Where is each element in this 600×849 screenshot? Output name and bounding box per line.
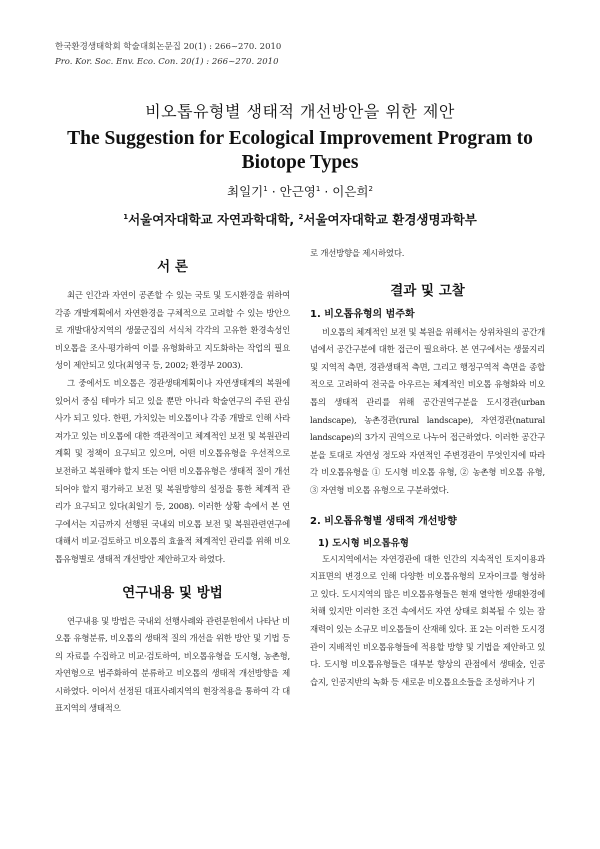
author-list: [0, 182, 600, 200]
intro-paragraph-1: 최근 인간과 자연이 공존할 수 있는 국토 및 도시환경을 위하여 각종 개발계획에서 자연환경을 구체적으로 고려할 수 있는 방안으로 개발대상지역의 생물군집의 서식처 각각의 고유한 환경속성인 비오톱을 조사·평가하여 이를 유형화하고 지도화하는 작업의 필요성이 제안되고 있다(최영국 등, 2002; 환경부 2003).: [55, 290, 290, 371]
journal-header-en: Pro. Kor. Soc. Env. Eco. Con. 20(1) : 266~270. 2010: [55, 57, 279, 67]
journal-header: [55, 40, 281, 70]
author-2-affil-mark: 1: [315, 184, 321, 193]
right-column: [310, 245, 545, 691]
section-title-methods: 연구내용 및 방법: [122, 584, 223, 601]
results-paragraph-1: 비오톱의 체계적인 보전 및 복원을 위해서는 상위차원의 공간개념에서 공간구분에 대한 접근이 필요하다. 본 연구에서는 생물지리 및 지역적 측면, 경관생태적 측면, 그리고 행정구역적 측면을 종합적으로 고려하여 전국을 아우르는 체계적인 비오톱 유형화와 비오톱의 생태적 관리를 위해 공간권역구분을 도시경관(urban landscape), 농촌경관(rural landscape), 자연경관(natural landscape)의 3가지 권역으로 나누어 접근하였다. 이러한 공간구분을 토대로 자연성 정도와 자연적인 주변경관이 무엇인지에 따라 각 비오톱유형을 ① 도시형 비오톱 유형, ② 농촌형 비오톱 유형, ③ 자연형 비오톱 유형으로 구분하였다.: [310, 326, 545, 495]
subsubsection-title-urban: 1) 도시형 비오톱유형: [318, 537, 409, 549]
methods-paragraph-1: 연구내용 및 방법은 국내외 선행사례와 관련문헌에서 나타난 비오톱 유형분류, 비오톱의 생태적 질의 개선을 위한 방안 및 기법 등의 자료를 수집하고 비교·검토하여, 비오톱유형을 도시형, 농촌형, 자연형으로 범주화하여 분류하고 비오톱의 생태적 개선방향을 제시하였다. 이어서 선정된 대표사례지역의 현장적용을 통하여 각 대표지역의 생태적으: [55, 615, 290, 714]
left-column: [55, 245, 290, 718]
author-separator: ·: [267, 184, 280, 199]
affiliation-2: 서울여자대학교 환경생명과학부: [303, 212, 477, 227]
affil-1-mark: 1: [123, 212, 129, 221]
author-separator: ·: [320, 184, 333, 199]
results-paragraph-urban: 도시지역에서는 자연경관에 대한 인간의 지속적인 토지이용과 지표면의 변경으로 인해 다양한 비오톱유형의 모자이크를 형성하고 있다. 도시지역의 많은 비오톱유형들은 현재 열악한 생태환경에 처해 있지만 이러한 조건 속에서도 자연 상태로 회복될 수 있는 잠재력이 있는 소규모 비오톱들이 산재해 있다. 표 2는 이러한 도시경관이 지배적인 비오톱유형들에 적용할 방향 및 기법을 제안하고 있다. 도시형 비오톱유형들은 대부분 향상의 관점에서 생태숲, 인공습지, 인공지반의 녹화 등 새로운 비오톱요소들을 조성하거나 기: [310, 553, 545, 687]
journal-header-ko: 한국환경생태학회 학술대회논문집 20(1) : 266~270. 2010: [55, 42, 282, 52]
affiliation-1: 서울여자대학교 자연과학대학,: [128, 212, 295, 227]
title-english: The Suggestion for Ecological Improvement Program to Biotope Types: [67, 128, 533, 173]
methods-continued-paragraph: 로 개선방향을 제시하였다.: [310, 248, 405, 258]
subsection-title-2: 2. 비오톱유형별 생태적 개선방향: [310, 515, 457, 527]
subsection-title-1: 1. 비오톱유형의 범주화: [310, 308, 415, 320]
author-1-affil-mark: 1: [263, 184, 268, 193]
section-title-results: 결과 및 고찰: [390, 282, 465, 299]
affil-2-mark: 2: [298, 212, 304, 221]
section-title-introduction: 서 론: [157, 259, 188, 275]
title-korean: 비오톱유형별 생태적 개선방안을 위한 제안: [145, 102, 455, 121]
author-1: 최일기: [227, 184, 264, 199]
affiliation-line: [0, 210, 600, 228]
intro-paragraph-2: 그 중에서도 비오톱은 경관생태계획이나 자연생태계의 복원에 있어서 중심 테마가 되고 있을 뿐만 아니라 학술연구의 주된 관심사가 되고 있다. 한편, 가치있는 비오톱이나 각종 개발로 인해 사라져가고 있는 비오톱에 대한 객관적이고 체계적인 보전 및 복원관리계획 및 정책이 요구되고 있으며, 어떤 비오톱유형을 우선적으로 보전하고 복원해야 할지 또는 어떤 비오톱유형은 생태적 질이 개선되어야 할지 평가하고 보전 및 복원방향의 설정을 통한 체계적 관리가 요구되고 있다(최일기 등, 2008). 이러한 상황 속에서 본 연구에서는 지금까지 선행된 국내외 비오톱 보전 및 복원관련연구에 대해서 비교·검토하고 비오톱의 효율적 체계적인 관리를 위해 비오톱유형별로 생태적 개선방안 제안하고자 하였다.: [55, 377, 290, 564]
author-2: 안근영: [279, 184, 316, 199]
author-3-affil-mark: 2: [368, 184, 373, 193]
author-3: 이은희: [332, 184, 369, 199]
